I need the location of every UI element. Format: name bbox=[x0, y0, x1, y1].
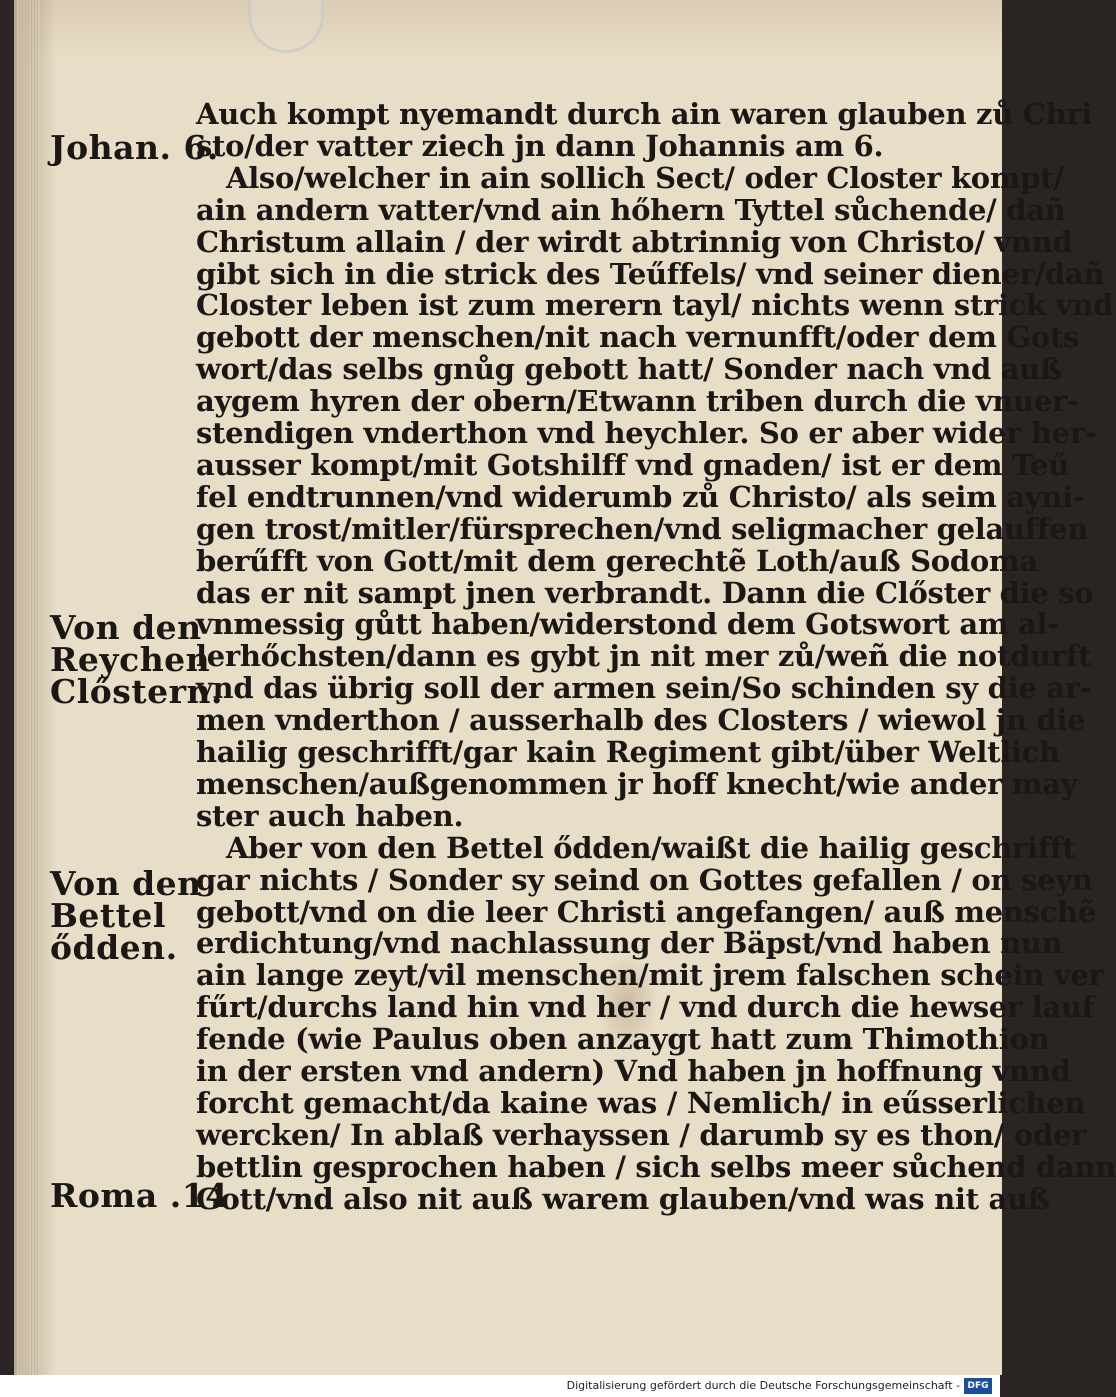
text-line: das er nit sampt jnen verbrandt. Dann die Clőster die so bbox=[196, 575, 1094, 610]
text-line: Also/welcher in ain sollich Sect/ oder Closter kompt/ bbox=[226, 160, 1064, 195]
text-line: hailig geschrifft/gar kain Regiment gibt/über Weltlich bbox=[196, 735, 1060, 769]
text-line: vnmessig gůtt haben/widerstond dem Gotswort am al- bbox=[196, 607, 1059, 642]
text-line: gen trost/mitler/fürsprechen/vnd seligmacher gelauffen bbox=[196, 511, 1089, 546]
margin-note-line: Von den bbox=[50, 864, 202, 903]
text-line: gebott der menschen/nit nach vernunfft/oder dem Gots bbox=[196, 320, 1080, 355]
text-line: Aber von den Bettel ődden/waißt die hailig geschrifft bbox=[226, 830, 1076, 865]
text-line: lerhőchsten/dann es gybt jn nit mer zů/weñ die notdurft bbox=[196, 639, 1092, 674]
margin-note-line: Von den bbox=[50, 608, 202, 647]
text-line: menschen/außgenommen jr hoff knecht/wie ander may bbox=[196, 766, 1078, 801]
margin-note-line: Roma .14 bbox=[50, 1176, 229, 1215]
text-line: fel endtrunnen/vnd widerumb zů Christo/ als seim ayni- bbox=[196, 479, 1085, 514]
margin-note-line: Reychen bbox=[50, 640, 211, 679]
text-line: ausser kompt/mit Gotshilff vnd gnaden/ ist er dem Teű bbox=[196, 447, 1069, 482]
text-line: sto/der vatter ziech jn dann Johannis am 6. bbox=[196, 128, 884, 163]
dfg-logo: DFG bbox=[964, 1378, 992, 1394]
text-line: berűfft von Gott/mit dem gerechtẽ Loth/auß Sodoma bbox=[196, 543, 1038, 578]
text-line: gar nichts / Sonder sy seind on Gottes gefallen / on seyn bbox=[196, 862, 1093, 897]
margin-note-line: Clőstern. bbox=[50, 672, 223, 711]
text-line: vnd das übrig soll der armen sein/So schinden sy die ar- bbox=[196, 671, 1092, 706]
page-edges bbox=[14, 0, 40, 1375]
text-line: forcht gemacht/da kaine was / Nemlich/ in eűsserlichen bbox=[196, 1085, 1086, 1120]
text-line: fende (wie Paulus oben anzaygt hatt zum Thimothion bbox=[196, 1022, 1050, 1057]
text-line: ain lange zeyt/vil menschen/mit jrem falschen schein ver bbox=[196, 958, 1104, 993]
text-line: gibt sich in die strick des Teűffels/ vnd seiner diener/dañ bbox=[196, 256, 1105, 291]
text-line: ain andern vatter/vnd ain hőhern Tyttel sůchende/ dañ bbox=[196, 192, 1066, 227]
text-line: wercken/ In ablaß verhayssen / darumb sy es thon/ oder bbox=[196, 1117, 1087, 1152]
text-line: Gott/vnd also nit auß warem glauben/vnd was nit auß bbox=[196, 1181, 1050, 1216]
margin-note-line: Bettel bbox=[50, 896, 166, 935]
text-line: ster auch haben. bbox=[196, 798, 464, 833]
text-line: in der ersten vnd andern) Vnd haben jn hoffnung vnnd bbox=[196, 1054, 1071, 1088]
funding-text: Digitalisierung gefördert durch die Deutsche Forschungsgemeinschaft - bbox=[566, 1379, 960, 1392]
text-line: bettlin gesprochen haben / sich selbs meer sůchend dann bbox=[196, 1149, 1116, 1184]
text-line: Auch kompt nyemandt durch ain waren glauben zů Chri bbox=[196, 97, 1093, 131]
text-line: fűrt/durchs land hin vnd her / vnd durch die hewser lauf bbox=[196, 990, 1094, 1025]
text-line: aygem hyren der obern/Etwann triben durch die vnuer- bbox=[196, 384, 1079, 419]
footer-bar bbox=[0, 1375, 1000, 1397]
text-line: wort/das selbs gnůg gebott hatt/ Sonder nach vnd auß bbox=[196, 352, 1062, 387]
text-line: Closter leben ist zum merern tayl/ nichts wenn strick vnd bbox=[196, 288, 1113, 323]
text-line: Christum allain / der wirdt abtrinnig von Christo/ vnnd bbox=[196, 224, 1073, 259]
margin-note-line: Johan. 6. bbox=[50, 128, 219, 167]
text-line: stendigen vnderthon vnd heychler. So er aber wider her- bbox=[196, 416, 1097, 450]
text-line: gebott/vnd on die leer Christi angefangen/ auß menschẽ bbox=[196, 894, 1096, 929]
text-line: erdichtung/vnd nachlassung der Bäpst/vnd haben nun bbox=[196, 926, 1063, 961]
margin-note-line: ődden. bbox=[50, 928, 178, 967]
text-line: men vnderthon / ausserhalb des Closters / wiewol jn die bbox=[196, 703, 1086, 738]
